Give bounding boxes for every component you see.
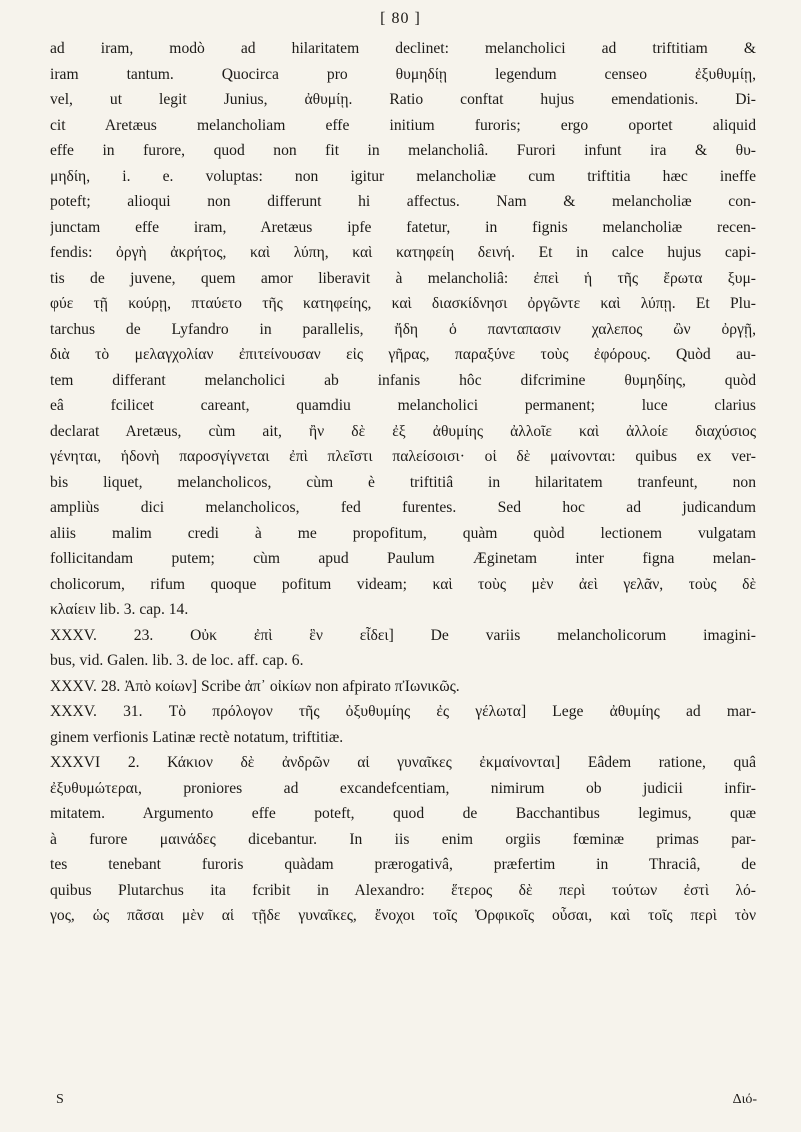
text-line: cit Aretæus melancholiam effe initium furoris; ergo oportet aliquid	[50, 116, 756, 134]
text-line: XXXV. 28. Ἀπὸ κοίων] Scribe ἀπ᾽ οἰκίων non afpirato πἸωνικῶς.	[50, 677, 460, 695]
text-line: declarat Aretæus, cùm ait, ἢν δὲ ἐξ ἀθυμίης ἀλλοῖε καὶ ἀλλοίε διαχύσιος	[50, 422, 756, 440]
text-line: ginem verfionis Latinæ rectè notatum, triftitiæ.	[50, 728, 344, 746]
text-line: tis de juvene, quem amor liberavit à melancholiâ: ἐπεὶ ἡ τῆς ἔρωτα ξυμ-	[50, 269, 756, 287]
text-line: διὰ τὸ μελαγχολίαν ἐπιτείνουσαν εἰς γῆρας, παραξύνε τοὺς ἐφόρους. Quòd au-	[50, 346, 756, 363]
text-line: φύε τῇ κούρῃ, πταύετο τῆς κατηφείης, καὶ διασκίδνησι ὀργῶντε καὶ λύπῃ. Et Plu-	[50, 295, 756, 312]
text-line: μηδίη, i. e. voluptas: non igitur melancholiæ cum triftitia hæc ineffe	[50, 167, 756, 185]
text-line: quibus Plutarchus ita fcribit in Alexandro: ἕτερος δὲ περὶ τούτων ἐστὶ λό-	[50, 881, 756, 899]
text-line: mitatem. Argumento effe poteft, quod de Bacchantibus legimus, quæ	[50, 805, 756, 822]
text-line: fendis: ὀργὴ ἀκρήτος, καὶ λύπη, καὶ κατηφείη δεινή. Et in calce hujus capi-	[50, 244, 756, 261]
text-line: XXXV. 23. Οὐκ ἐπὶ ἓν εἶδει] De variis melancholicorum imagini-	[50, 626, 756, 644]
text-line: tes tenebant furoris quàdam prærogativâ, præfertim in Thraciâ, de	[50, 856, 756, 873]
body-text	[50, 36, 756, 929]
catchword: Διό-	[732, 1092, 757, 1107]
text-line: κλαίειν lib. 3. cap. 14.	[50, 601, 189, 618]
text-line: ampliùs dici melancholicos, fed furentes. Sed hoc ad judicandum	[50, 499, 756, 516]
text-line: γος, ὡς πᾶσαι μὲν αἱ τῇδε γυναῖκες, ἔνοχοι τοῖς Ὀρφικοῖς οὖσαι, καὶ τοῖς περὶ τὸν	[50, 907, 756, 924]
text-line: XXXV. 31. Τὸ πρόλογον τῆς ὀξυθυμίης ἐς γέλωτα] Lege ἀθυμίης ad mar-	[50, 703, 756, 720]
text-line: tarchus de Lyfandro in parallelis, ἤδη ὁ πανταπασιν χαλεπος ὢν ὀργῇ,	[50, 320, 756, 338]
text-line: aliis malim credi à me propofitum, quàm quòd lectionem vulgatam	[50, 524, 756, 542]
text-line: follicitandam putem; cùm apud Paulum Æginetam inter figna melan-	[50, 550, 756, 567]
signature-mark: S	[56, 1092, 64, 1107]
text-line: vel, ut legit Junius, ἀθυμίῃ. Ratio conftat hujus emendationis. Di-	[50, 91, 756, 108]
page-number: [ 80 ]	[380, 10, 421, 27]
text-line: à furore μαινάδες dicebantur. In iis enim orgiis fœminæ primas par-	[50, 830, 756, 848]
text-line: iram tantum. Quocirca pro θυμηδίῃ legendum censeo ἐξυθυμίῃ,	[50, 65, 756, 83]
text-line: effe in furore, quod non fit in melancholiâ. Furori infunt ira & θυ-	[50, 142, 756, 159]
text-line: ἐξυθυμώτεραι, proniores ad excandefcentiam, nimirum ob judicii infir-	[50, 779, 756, 797]
text-line: XXXVI 2. Κάκιον δὲ ἀνδρῶν αἱ γυναῖκες ἐκμαίνονται] Eâdem ratione, quâ	[50, 754, 756, 771]
text-line: eâ fcilicet careant, quamdiu melancholici permanent; luce clarius	[50, 397, 756, 414]
text-line: poteft; alioqui non differunt hi affectus. Nam & melancholiæ con-	[50, 193, 756, 210]
text-line: cholicorum, rifum quoque pofitum videam; καὶ τοὺς μὲν ἀεὶ γελᾶν, τοὺς δὲ	[50, 575, 756, 593]
text-line: γένηται, ἡδονὴ παροσγίγνεται ἐπὶ πλεῖστι παλείσοισι· οἱ δὲ μαίνονται: quibus ex ver-	[50, 448, 756, 465]
text-line: bus, vid. Galen. lib. 3. de loc. aff. cap. 6.	[50, 652, 304, 669]
text-line: junctam effe iram, Aretæus ipfe fatetur, in fignis melancholiæ recen-	[50, 218, 756, 236]
text-line: bis liquet, melancholicos, cùm è triftitiâ in hilaritatem tranfeunt, non	[50, 473, 756, 491]
text-line: ad iram, modò ad hilaritatem declinet: melancholici ad triftitiam &	[50, 40, 756, 57]
text-line: tem differant melancholici ab infanis hôc difcrimine θυμηδίης, quòd	[50, 371, 756, 389]
